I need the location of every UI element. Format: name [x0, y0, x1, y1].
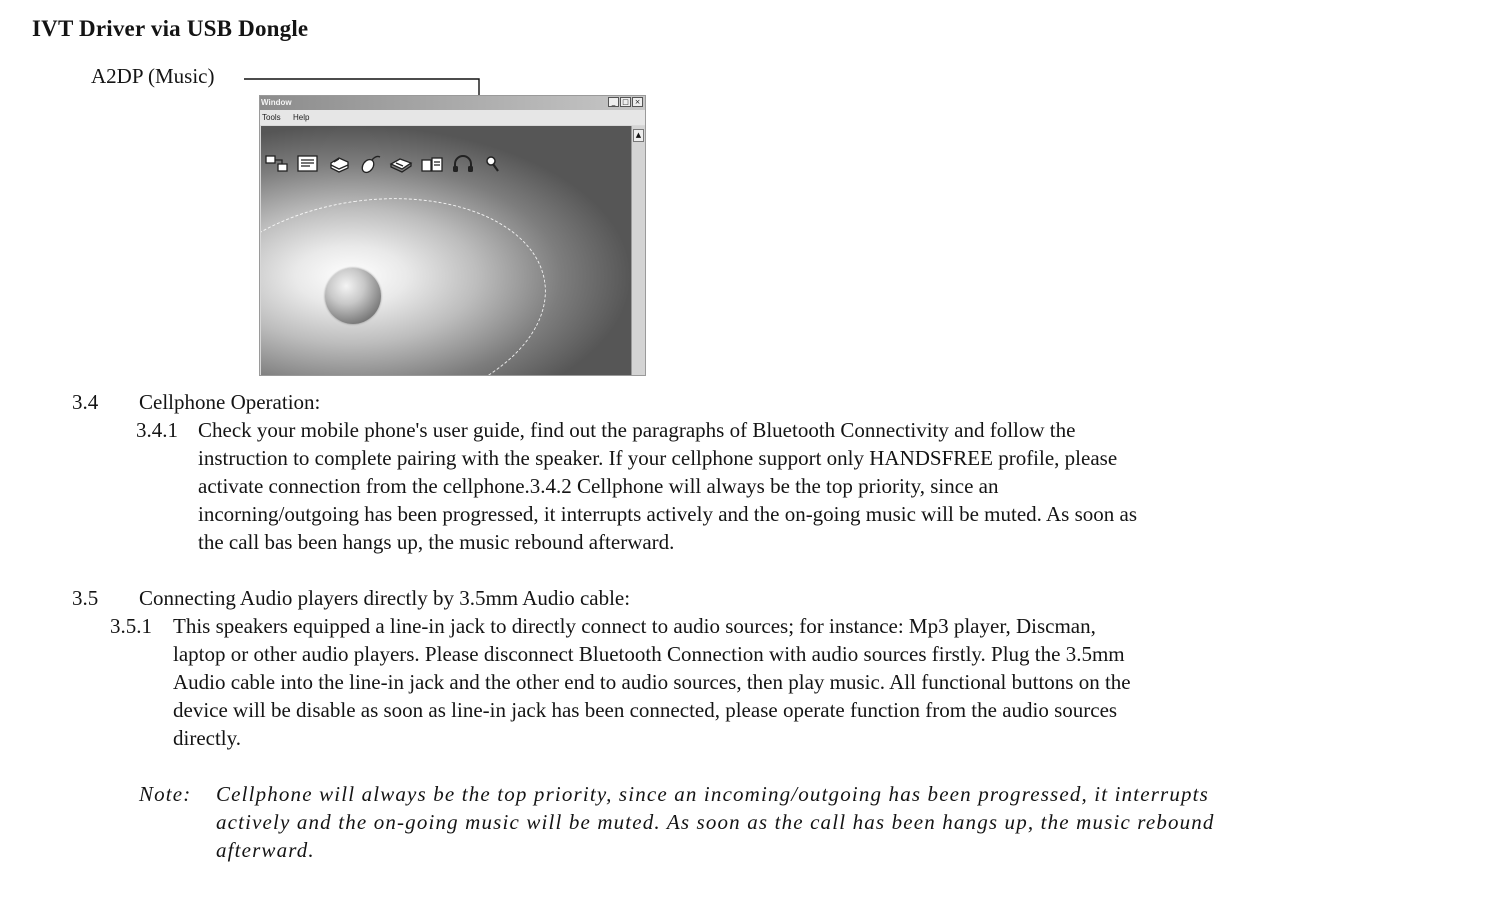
item-3-4-1-line: instruction to complete pairing with the speaker. If your cellphone support only HANDSFREE profile, please: [198, 446, 1118, 470]
item-3-5-1-number: 3.5.1: [110, 614, 152, 638]
item-3-5-1-line: Audio cable into the line-in jack and the other end to audio sources, then play music. All functional buttons on the: [173, 670, 1131, 694]
menu-tools[interactable]: Tools: [262, 113, 281, 122]
item-3-5-1-line: device will be disable as soon as line-in jack has been connected, please operate function from the audio sources: [173, 698, 1118, 722]
close-button[interactable]: ×: [632, 97, 643, 107]
printer-icon[interactable]: [326, 152, 352, 176]
service-toolbar: [264, 152, 507, 176]
fax-icon[interactable]: [388, 152, 414, 176]
headphones-icon[interactable]: [450, 152, 476, 176]
window-titlebar: [260, 96, 645, 110]
item-3-5-1-line: directly.: [173, 726, 242, 750]
maximize-button[interactable]: □: [620, 97, 631, 107]
page-heading: IVT Driver via USB Dongle: [32, 16, 309, 41]
note-line: afterward.: [216, 838, 315, 862]
item-3-4-1-line: Check your mobile phone's user guide, find out the paragraphs of Bluetooth Connectivity and follow the: [198, 418, 1076, 442]
item-3-5-1-line: This speakers equipped a line-in jack to directly connect to audio sources; for instance: Mp3 player, Discman,: [173, 614, 1096, 638]
window-scrollbar[interactable]: [631, 126, 645, 376]
item-3-4-1-number: 3.4.1: [136, 418, 178, 442]
window-controls: [608, 97, 643, 107]
section-3-4-title: Cellphone Operation:: [139, 390, 321, 414]
a2dp-callout-label: A2DP (Music): [91, 64, 215, 88]
file-transfer-icon[interactable]: [419, 152, 445, 176]
discovery-orbit: [261, 176, 560, 376]
card-icon[interactable]: [295, 152, 321, 176]
ivt-window-screenshot: [259, 95, 646, 376]
section-3-5-title: Connecting Audio players directly by 3.5mm Audio cable:: [139, 586, 631, 610]
note-label: Note:: [139, 782, 192, 806]
item-3-4-1-line: the call bas been hangs up, the music rebound afterward.: [198, 530, 675, 554]
window-menubar: [260, 110, 645, 125]
scroll-up-button[interactable]: ▲: [633, 129, 644, 142]
note-line: actively and the on-going music will be muted. As soon as the call has been hangs up, the music rebound: [216, 810, 1215, 834]
local-device-sphere[interactable]: [325, 268, 381, 324]
item-3-5-1-line: laptop or other audio players. Please disconnect Bluetooth Connection with audio sources firstly. Plug the 3.5mm: [173, 642, 1125, 666]
item-3-4-1-line: activate connection from the cellphone.3.4.2 Cellphone will always be the top priority, since an: [198, 474, 999, 498]
network-icon[interactable]: [264, 152, 290, 176]
section-3-4-number: 3.4: [72, 390, 99, 414]
window-title: Window: [261, 98, 292, 107]
section-3-5-number: 3.5: [72, 586, 99, 610]
menu-help[interactable]: Help: [293, 113, 310, 122]
item-3-4-1-line: incorning/outgoing has been progressed, it interrupts actively and the on-going music will be muted. As soon as: [198, 502, 1138, 526]
device-canvas: [261, 126, 631, 376]
note-line: Cellphone will always be the top priority, since an incoming/outgoing has been progressed, it interrupts: [216, 782, 1209, 806]
mouse-icon[interactable]: [357, 152, 383, 176]
search-icon[interactable]: [481, 152, 507, 176]
minimize-button[interactable]: _: [608, 97, 619, 107]
